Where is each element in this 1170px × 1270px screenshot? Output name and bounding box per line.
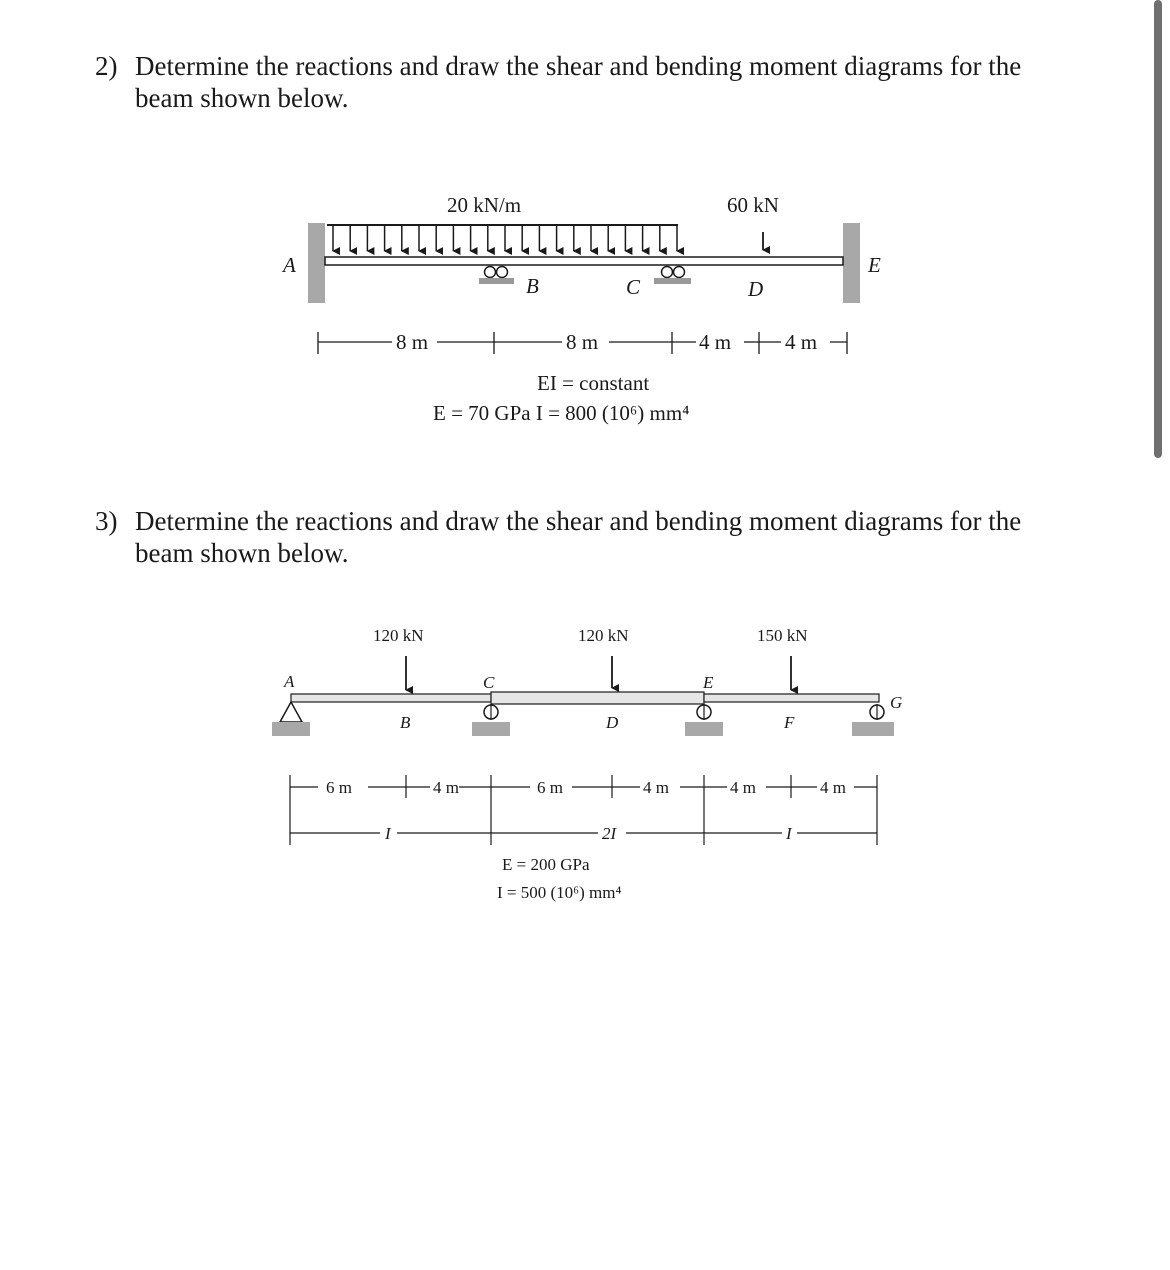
p3-span-6: 4 m [820, 778, 846, 797]
problem-3-number: 3) [95, 506, 118, 536]
problem-2-text: Determine the reactions and draw the shear and bending moment diagrams for the beam shown below. [135, 51, 1022, 113]
roller-support-e3 [685, 704, 723, 736]
p3-point-e: E [703, 673, 714, 692]
problem-2-number: 2) [95, 51, 118, 81]
point-a-label: A [283, 253, 296, 277]
load-b-label: 120 kN [373, 626, 424, 645]
p3-span-1: 6 m [326, 778, 352, 797]
fixed-wall-e [843, 223, 860, 303]
p3-point-f: F [784, 713, 795, 732]
load-d-label: 120 kN [578, 626, 629, 645]
p3-point-a: A [284, 672, 295, 691]
roller-support-g3 [852, 704, 894, 736]
p3-span-5: 4 m [730, 778, 756, 797]
fixed-wall-a [308, 223, 325, 303]
span-bc: 8 m [566, 330, 599, 354]
p3-span-3: 6 m [537, 778, 563, 797]
load-f-label: 150 kN [757, 626, 808, 645]
inertia-label-1: I [385, 824, 391, 843]
beam-2 [325, 257, 843, 265]
point-load-label: 60 kN [727, 193, 779, 217]
inertia-label-3: I [786, 824, 792, 843]
problem-3-figure [0, 600, 1170, 920]
p3-span-4: 4 m [643, 778, 669, 797]
p3-point-c: C [483, 673, 495, 692]
modulus-label: E = 200 GPa [502, 855, 590, 874]
problem-3-text: Determine the reactions and draw the shear and bending moment diagrams for the beam shown below. [135, 506, 1022, 568]
point-b-label: B [526, 274, 539, 298]
beam-segment-eg [704, 694, 879, 702]
problem-2-figure [0, 0, 1170, 460]
distributed-load [327, 225, 678, 251]
beam-segment-ac [291, 694, 491, 702]
point-e-label: E [868, 253, 881, 277]
roller-support-b [479, 267, 514, 285]
p3-span-2: 4 m [433, 778, 459, 797]
inertia-label-2: 2I [602, 824, 617, 843]
material-props-2: E = 70 GPa I = 800 (10⁶) mm⁴ [433, 401, 690, 425]
roller-support-c3 [472, 704, 510, 736]
point-d-label: D [748, 277, 764, 301]
span-de: 4 m [785, 330, 818, 354]
pin-support-a [272, 702, 310, 736]
dist-load-label: 20 kN/m [447, 193, 522, 217]
span-ab: 8 m [396, 330, 429, 354]
roller-support-c [654, 267, 691, 285]
point-c-label: C [626, 275, 641, 299]
span-cd: 4 m [699, 330, 732, 354]
beam-segment-ce [491, 692, 704, 704]
inertia-value-label: I = 500 (10⁶) mm⁴ [497, 883, 622, 902]
ei-note: EI = constant [537, 371, 650, 395]
p3-point-g: G [890, 693, 903, 712]
p3-point-d: D [606, 713, 619, 732]
p3-point-b: B [400, 713, 411, 732]
